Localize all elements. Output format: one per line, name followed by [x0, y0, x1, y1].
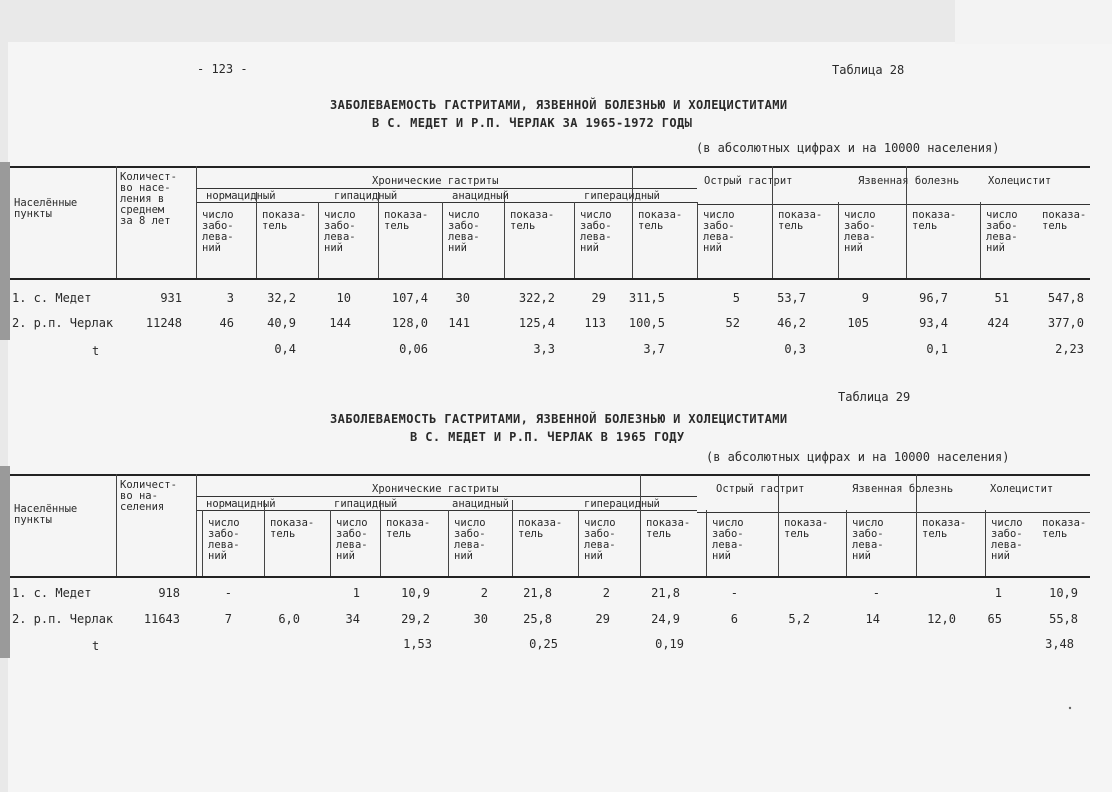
header-acute-gastritis: Острый гастрит	[704, 175, 793, 187]
right-group-rule	[697, 204, 1090, 205]
row-value: 34	[345, 612, 360, 626]
row-value: 40,9	[267, 316, 296, 330]
table-title-line2: В С. МЕДЕТ И Р.П. ЧЕРЛАК ЗА 1965-1972 ГОДЫ	[372, 116, 693, 130]
row-value: 2	[602, 586, 610, 600]
header-count: число забо- лева- ний	[454, 517, 486, 562]
t-statistic-label: t	[92, 639, 100, 653]
t-statistic-value: 2,23	[1055, 342, 1084, 356]
header-index: показа- тель	[646, 517, 691, 540]
header-subgroup: нормацидный	[206, 190, 276, 202]
row-population: 931	[160, 291, 182, 305]
row-settlement-name: 2. р.п. Черлак	[12, 316, 114, 330]
col-divider	[640, 474, 641, 576]
row-value: 2	[480, 586, 488, 600]
header-count: число забо- лева- ний	[844, 209, 876, 254]
col-divider	[330, 510, 331, 576]
row-value: 322,2	[518, 291, 555, 305]
row-population: 11643	[143, 612, 180, 626]
header-subgroup: гиперацидный	[584, 190, 660, 202]
header-settlement: Населённые пункты	[14, 503, 78, 526]
table-top-rule	[10, 474, 1090, 476]
header-count: число забо- лева- ний	[448, 209, 480, 254]
col-divider	[574, 202, 575, 278]
header-count: число забо- лева- ний	[324, 209, 356, 254]
header-count: число забо- лева- ний	[202, 209, 234, 254]
row-value: 29,2	[401, 612, 430, 626]
col-divider	[442, 202, 443, 278]
row-value: 52	[725, 316, 740, 330]
header-index: показа- тель	[1042, 517, 1087, 540]
row-value: 6	[730, 612, 738, 626]
row-value: 144	[329, 316, 351, 330]
header-count: число забо- лева- ний	[712, 517, 744, 562]
header-subgroup: гипацидный	[334, 498, 398, 510]
table-note: (в абсолютных цифрах и на 10000 населения)	[706, 450, 1010, 464]
row-value: 21,8	[523, 586, 552, 600]
row-value: 125,4	[518, 316, 555, 330]
table-title-line1: ЗАБОЛЕВАЕМОСТЬ ГАСТРИТАМИ, ЯЗВЕННОЙ БОЛЕЗНЬЮ И ХОЛЕЦИСТИТАМИ	[330, 98, 788, 112]
header-population: Количест- во насе- ления в среднем за 8 лет	[120, 171, 177, 227]
row-value: 51	[994, 291, 1009, 305]
row-value: 5	[732, 291, 740, 305]
header-population: Количест- во на- селения	[120, 479, 177, 513]
row-value: 113	[584, 316, 606, 330]
subgroup-rule	[196, 510, 697, 511]
chronic-group-rule	[196, 188, 697, 189]
header-index: показа- тель	[778, 209, 823, 232]
col-divider	[697, 202, 698, 278]
header-index: показа- тель	[1042, 209, 1087, 232]
col-divider	[202, 510, 203, 576]
header-count: число забо- лева- ний	[986, 209, 1018, 254]
t-statistic-value: 3,7	[643, 342, 665, 356]
row-value: 46,2	[777, 316, 806, 330]
row-value: 6,0	[278, 612, 300, 626]
row-value: 29	[591, 291, 606, 305]
row-value: 311,5	[628, 291, 665, 305]
row-value: 9	[861, 291, 869, 305]
page-corner	[955, 0, 1112, 44]
header-count: число забо- лева- ний	[336, 517, 368, 562]
row-settlement-name: 1. с. Медет	[12, 586, 92, 600]
row-value: -	[224, 586, 232, 600]
row-value: 12,0	[927, 612, 956, 626]
binding-edge-top	[0, 162, 10, 340]
t-statistic-value: 0,25	[529, 637, 558, 651]
header-acute-gastritis: Острый гастрит	[716, 483, 805, 495]
header-index: показа- тель	[262, 209, 307, 232]
t-statistic-value: 0,4	[274, 342, 296, 356]
header-index: показа- тель	[784, 517, 829, 540]
row-value: 14	[865, 612, 880, 626]
header-cholecystitis: Холецистит	[990, 483, 1054, 495]
row-value: 1	[352, 586, 360, 600]
header-subgroup: анацидный	[452, 498, 509, 510]
col-divider	[578, 510, 579, 576]
col-divider	[256, 192, 257, 278]
row-value: 10	[336, 291, 351, 305]
header-index: показа- тель	[638, 209, 683, 232]
header-count: число забо- лева- ний	[991, 517, 1023, 562]
row-value: 547,8	[1047, 291, 1084, 305]
table-label: Таблица 29	[838, 390, 911, 404]
row-value: 24,9	[651, 612, 680, 626]
row-value: 141	[448, 316, 470, 330]
header-index: показа- тель	[270, 517, 315, 540]
row-value: 5,2	[788, 612, 810, 626]
col-divider	[378, 192, 379, 278]
binding-edge-bottom	[0, 466, 10, 658]
col-divider	[980, 202, 981, 278]
row-value: 3	[226, 291, 234, 305]
header-count: число забо- лева- ний	[852, 517, 884, 562]
col-divider	[116, 166, 117, 278]
header-index: показа- тель	[386, 517, 431, 540]
row-value: 65	[987, 612, 1002, 626]
col-divider	[196, 474, 197, 576]
row-value: 10,9	[401, 586, 430, 600]
t-statistic-value: 0,06	[399, 342, 428, 356]
col-divider	[448, 510, 449, 576]
header-subgroup: анацидный	[452, 190, 509, 202]
table-note: (в абсолютных цифрах и на 10000 населения)	[696, 141, 1000, 155]
header-settlement: Населённые пункты	[14, 197, 78, 220]
row-value: 25,8	[523, 612, 552, 626]
header-index: показа- тель	[384, 209, 429, 232]
row-value: 32,2	[267, 291, 296, 305]
row-value: 1	[994, 586, 1002, 600]
header-index: показа- тель	[922, 517, 967, 540]
row-value: 21,8	[651, 586, 680, 600]
header-bottom-rule	[10, 278, 1090, 280]
col-divider	[632, 166, 633, 278]
header-count: число забо- лева- ний	[580, 209, 612, 254]
header-count: число забо- лева- ний	[208, 517, 240, 562]
row-value: -	[872, 586, 880, 600]
t-statistic-value: 0,3	[784, 342, 806, 356]
row-value: 30	[473, 612, 488, 626]
row-value: -	[730, 586, 738, 600]
header-ulcer: Язвенная болезнь	[852, 483, 954, 495]
t-statistic-label: t	[92, 344, 100, 358]
col-divider	[116, 474, 117, 576]
row-value: 55,8	[1049, 612, 1078, 626]
col-divider	[318, 202, 319, 278]
row-value: 46	[219, 316, 234, 330]
row-settlement-name: 2. р.п. Черлак	[12, 612, 114, 626]
col-divider	[380, 500, 381, 576]
header-count: число забо- лева- ний	[703, 209, 735, 254]
header-index: показа- тель	[912, 209, 957, 232]
row-value: 377,0	[1047, 316, 1084, 330]
chronic-group-rule	[196, 496, 697, 497]
header-count: число забо- лева- ний	[584, 517, 616, 562]
header-subgroup: нормацидный	[206, 498, 276, 510]
table-top-rule	[10, 166, 1090, 168]
ink-mark	[1050, 700, 1090, 720]
col-divider	[706, 510, 707, 576]
col-divider	[985, 510, 986, 576]
row-value: 105	[847, 316, 869, 330]
row-population: 11248	[145, 316, 182, 330]
right-group-rule	[697, 512, 1090, 513]
t-statistic-value: 3,3	[533, 342, 555, 356]
row-value: 424	[987, 316, 1009, 330]
page-number: - 123 -	[197, 62, 248, 76]
header-chronic-gastritis: Хронические гастриты	[372, 175, 499, 187]
row-value: 107,4	[391, 291, 428, 305]
col-divider	[512, 500, 513, 576]
table-title-line2: В С. МЕДЕТ И Р.П. ЧЕРЛАК В 1965 ГОДУ	[410, 430, 685, 444]
header-chronic-gastritis: Хронические гастриты	[372, 483, 499, 495]
row-value: 29	[595, 612, 610, 626]
col-divider	[838, 202, 839, 278]
row-value: 100,5	[628, 316, 665, 330]
row-value: 128,0	[391, 316, 428, 330]
header-subgroup: гиперацидный	[584, 498, 660, 510]
t-statistic-value: 1,53	[403, 637, 432, 651]
row-value: 96,7	[919, 291, 948, 305]
row-settlement-name: 1. с. Медет	[12, 291, 92, 305]
t-statistic-value: 0,19	[655, 637, 684, 651]
col-divider	[264, 500, 265, 576]
header-index: показа- тель	[510, 209, 555, 232]
header-ulcer: Язвенная болезнь	[858, 175, 960, 187]
row-value: 7	[224, 612, 232, 626]
t-statistic-value: 3,48	[1045, 637, 1074, 651]
t-statistic-value: 0,1	[926, 342, 948, 356]
header-index: показа- тель	[518, 517, 563, 540]
header-subgroup: гипацидный	[334, 190, 398, 202]
header-bottom-rule	[10, 576, 1090, 578]
col-divider	[196, 202, 197, 278]
row-value: 30	[455, 291, 470, 305]
col-divider	[846, 510, 847, 576]
row-value: 93,4	[919, 316, 948, 330]
subgroup-rule	[196, 202, 697, 203]
row-value: 53,7	[777, 291, 806, 305]
table-label: Таблица 28	[832, 63, 905, 77]
row-value: 10,9	[1049, 586, 1078, 600]
col-divider	[504, 192, 505, 278]
table-title-line1: ЗАБОЛЕВАЕМОСТЬ ГАСТРИТАМИ, ЯЗВЕННОЙ БОЛЕЗНЬЮ И ХОЛЕЦИСТИТАМИ	[330, 412, 788, 426]
header-cholecystitis: Холецистит	[988, 175, 1052, 187]
row-population: 918	[158, 586, 180, 600]
